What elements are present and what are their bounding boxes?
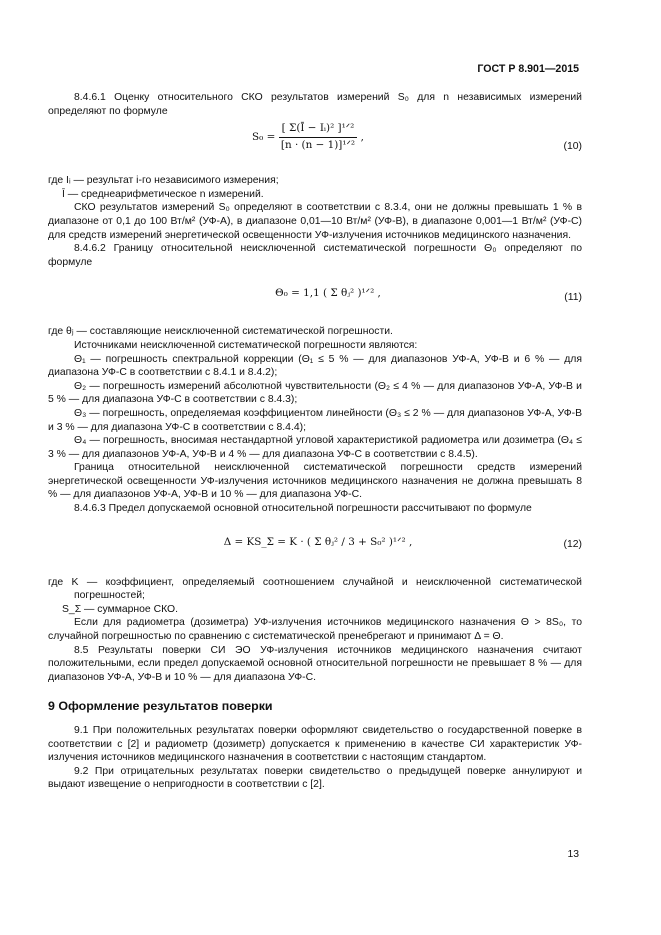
theta-1-item: Θ₁ — погрешность спектральной коррекции (Θ₁ ≤ 5 % — для диапазонов УФ-А, УФ-В и 6 % — для диапазона УФ-С в соответствии с 8.4.1 и 8.4.2); xyxy=(48,353,582,379)
section-9-heading: 9 Оформление результатов поверки xyxy=(48,699,273,714)
where-12-b: S_Σ — суммарное СКО. xyxy=(62,603,179,615)
paragraph-9-1: 9.1 При положительных результатах поверки оформляют свидетельство о государственной поверке в соответствии с [2] и радиометр (дозиметр) допускается к применению в качестве СИ характеристик УФ-излучения источников медицинского назначения в соответствии с настоящим стандартом. xyxy=(48,725,582,764)
formula-11-body: Θ₀ = 1,1 ( Σ θⱼ² )¹ᐟ² , xyxy=(275,287,381,300)
paragraph-8-4-6-3: 8.4.6.3 Предел допускаемой основной относительной погрешности рассчитывают по формуле xyxy=(74,503,532,515)
paragraph-9-2: 9.2 При отрицательных результатах поверки свидетельство о предыдущей поверке аннулируют и выдают извещение о непригодности в соответствии с [2]. xyxy=(48,765,582,791)
formula-10-fraction xyxy=(279,122,358,152)
formula-10-number: (10) xyxy=(563,141,582,153)
theta-2-item: Θ₂ — погрешность измерений абсолютной чувствительности (Θ₂ ≤ 4 % — для диапазонов УФ-А, УФ-В и 5 % — для диапазона УФ-С в соответствии с 8.4.3); xyxy=(48,380,582,406)
page-number: 13 xyxy=(567,849,579,860)
standard-header: ГОСТ Р 8.901—2015 xyxy=(477,63,579,75)
paragraph-sko-limits: СКО результатов измерений S₀ определяют в соответствии с 8.3.4, они не должны превышать 1 % в диапазоне от 0,1 до 100 Вт/м² (УФ-А), в диапазоне 0,01—10 Вт/м² (УФ-В), в диапазоне 0,001—1 Вт/м² (УФ-С) для средств измерений энергетической освещенности УФ-излучения источников медицинского назначения. xyxy=(48,202,582,241)
theta-4-item: Θ₄ — погрешность, вносимая нестандартной угловой характеристикой радиометра или дозиметра (Θ₄ ≤ 3 % — для диапазонов УФ-А, УФ-В и 4 % — для диапазона УФ-С в соответствии с 8.4.5). xyxy=(48,435,582,460)
formula-12-body: Δ = KS_Σ = K · ( Σ θⱼ² / 3 + S₀² )¹ᐟ² , xyxy=(223,535,413,548)
page-content xyxy=(48,91,582,792)
formula-12 xyxy=(48,520,582,570)
where-10-b: Ī — среднеарифметическое n измерений. xyxy=(62,188,264,200)
where-11: где θⱼ — составляющие неисключенной систематической погрешности. xyxy=(48,326,393,338)
formula-10 xyxy=(48,122,582,168)
formula-10-tail: , xyxy=(360,131,364,144)
formula-10-lhs: S₀ = xyxy=(252,131,276,144)
formula-11 xyxy=(48,273,582,319)
where-10-a: где Iᵢ — результат i-го независимого измерения; xyxy=(48,175,279,187)
theta-3-item: Θ₃ — погрешность, определяемая коэффициентом линейности (Θ₃ ≤ 2 % — для диапазонов УФ-А, УФ-В и 3 % — для диапазона УФ-С в соответствии с 8.4.4); xyxy=(48,407,582,433)
where-12-a: где K — коэффициент, определяемый соотношением случайной и неисключенной систематической погрешностей; xyxy=(48,576,582,602)
formula-12-number: (12) xyxy=(563,538,582,550)
formula-10-denominator: [n · (n − 1)]¹ᐟ² xyxy=(280,138,356,151)
paragraph-bound: Граница относительной неисключенной систематической погрешности средств измерений энергетической освещенности УФ-излучения источников медицинского назначения не должна превышать 8 % — для диапазонов УФ-А, УФ-В и 10 % — для диапазона УФ-С. xyxy=(48,462,582,501)
paragraph-8-4-6-1: 8.4.6.1 Оценку относительного СКО результатов измерений S₀ для n независимых измерений определяют по формуле xyxy=(48,92,582,117)
formula-10-numerator: [ Σ(Ī − Iᵢ)² ]¹ᐟ² xyxy=(279,122,358,138)
sources-intro: Источниками неисключенной систематической погрешности являются: xyxy=(74,339,418,351)
paragraph-8-4-6-2: 8.4.6.2 Границу относительной неисключенной систематической погрешности Θ₀ определяют по формуле xyxy=(48,243,582,268)
paragraph-if-radiometer: Если для радиометра (дозиметра) УФ-излучения источников медицинского назначения Θ > 8S₀, то случайной погрешностью по сравнению с систематической пренебрегают и принимают Δ = Θ. xyxy=(48,617,582,643)
formula-11-number: (11) xyxy=(564,292,582,304)
paragraph-8-5: 8.5 Результаты поверки СИ ЭО УФ-излучения источников медицинского назначения считают положительными, если предел допускаемой основной относительной погрешности не превышает 8 % — для диапазонов УФ-А, УФ-В и 10 % — для диапазона УФ-С. xyxy=(48,644,582,683)
